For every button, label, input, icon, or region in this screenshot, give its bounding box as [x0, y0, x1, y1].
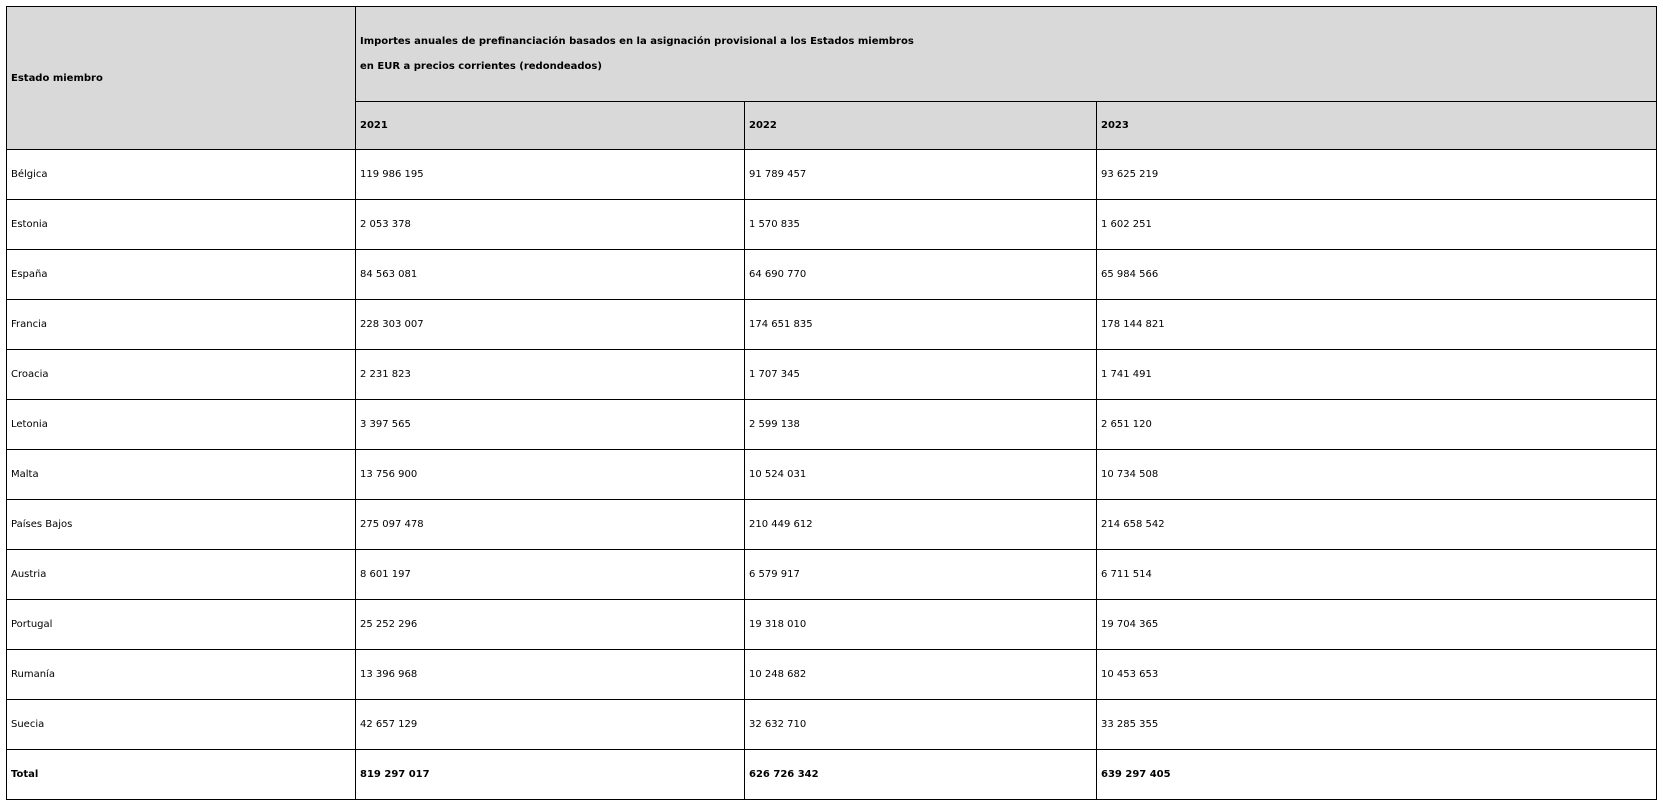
total-2022: 626 726 342: [745, 750, 1097, 800]
table-row: [7, 700, 1657, 750]
cell-2021: 119 986 195: [356, 150, 745, 200]
cell-2021: 84 563 081: [356, 250, 745, 300]
cell-state: Rumanía: [7, 650, 356, 700]
cell-2021: 2 231 823: [356, 350, 745, 400]
cell-2023: 19 704 365: [1097, 600, 1657, 650]
cell-state: España: [7, 250, 356, 300]
cell-state: Croacia: [7, 350, 356, 400]
cell-2021: 42 657 129: [356, 700, 745, 750]
cell-2023: 10 734 508: [1097, 450, 1657, 500]
header-row-title: [7, 7, 1657, 102]
table-row: [7, 500, 1657, 550]
cell-2022: 174 651 835: [745, 300, 1097, 350]
cell-2022: 2 599 138: [745, 400, 1097, 450]
cell-2021: 3 397 565: [356, 400, 745, 450]
cell-2022: 32 632 710: [745, 700, 1097, 750]
table-row: [7, 450, 1657, 500]
cell-2023: 1 741 491: [1097, 350, 1657, 400]
cell-state: Letonia: [7, 400, 356, 450]
table-row: [7, 350, 1657, 400]
total-label: Total: [7, 750, 356, 800]
cell-2021: 13 756 900: [356, 450, 745, 500]
cell-2023: 2 651 120: [1097, 400, 1657, 450]
column-header-state: Estado miembro: [7, 7, 356, 150]
prefinancing-table: [6, 6, 1657, 800]
cell-2023: 214 658 542: [1097, 500, 1657, 550]
cell-state: Austria: [7, 550, 356, 600]
cell-2023: 6 711 514: [1097, 550, 1657, 600]
table-row: [7, 400, 1657, 450]
cell-state: Bélgica: [7, 150, 356, 200]
cell-2021: 228 303 007: [356, 300, 745, 350]
cell-2021: 13 396 968: [356, 650, 745, 700]
cell-2023: 10 453 653: [1097, 650, 1657, 700]
cell-state: Países Bajos: [7, 500, 356, 550]
table-row: [7, 200, 1657, 250]
cell-2023: 178 144 821: [1097, 300, 1657, 350]
cell-2021: 275 097 478: [356, 500, 745, 550]
total-2023: 639 297 405: [1097, 750, 1657, 800]
table-row: [7, 600, 1657, 650]
table-row: [7, 550, 1657, 600]
cell-2023: 1 602 251: [1097, 200, 1657, 250]
column-header-2023: 2023: [1097, 102, 1657, 150]
cell-2022: 6 579 917: [745, 550, 1097, 600]
cell-2023: 65 984 566: [1097, 250, 1657, 300]
cell-2022: 210 449 612: [745, 500, 1097, 550]
table-row: [7, 650, 1657, 700]
cell-2021: 25 252 296: [356, 600, 745, 650]
cell-2022: 91 789 457: [745, 150, 1097, 200]
cell-state: Suecia: [7, 700, 356, 750]
table-row: [7, 150, 1657, 200]
cell-2021: 2 053 378: [356, 200, 745, 250]
cell-state: Portugal: [7, 600, 356, 650]
table-title-line2: en EUR a precios corrientes (redondeados): [360, 60, 602, 72]
cell-2022: 64 690 770: [745, 250, 1097, 300]
cell-2022: 1 570 835: [745, 200, 1097, 250]
cell-2023: 33 285 355: [1097, 700, 1657, 750]
cell-2023: 93 625 219: [1097, 150, 1657, 200]
cell-2022: 1 707 345: [745, 350, 1097, 400]
cell-2022: 19 318 010: [745, 600, 1097, 650]
table-row: [7, 300, 1657, 350]
cell-2022: 10 248 682: [745, 650, 1097, 700]
table-title-line1: Importes anuales de prefinanciación basados en la asignación provisional a los Estados miembros: [360, 35, 914, 47]
cell-state: Malta: [7, 450, 356, 500]
total-row: [7, 750, 1657, 800]
cell-state: Francia: [7, 300, 356, 350]
cell-2021: 8 601 197: [356, 550, 745, 600]
column-header-2022: 2022: [745, 102, 1097, 150]
cell-state: Estonia: [7, 200, 356, 250]
table-title-cell: [356, 7, 1657, 102]
cell-2022: 10 524 031: [745, 450, 1097, 500]
table-row: [7, 250, 1657, 300]
column-header-2021: 2021: [356, 102, 745, 150]
total-2021: 819 297 017: [356, 750, 745, 800]
